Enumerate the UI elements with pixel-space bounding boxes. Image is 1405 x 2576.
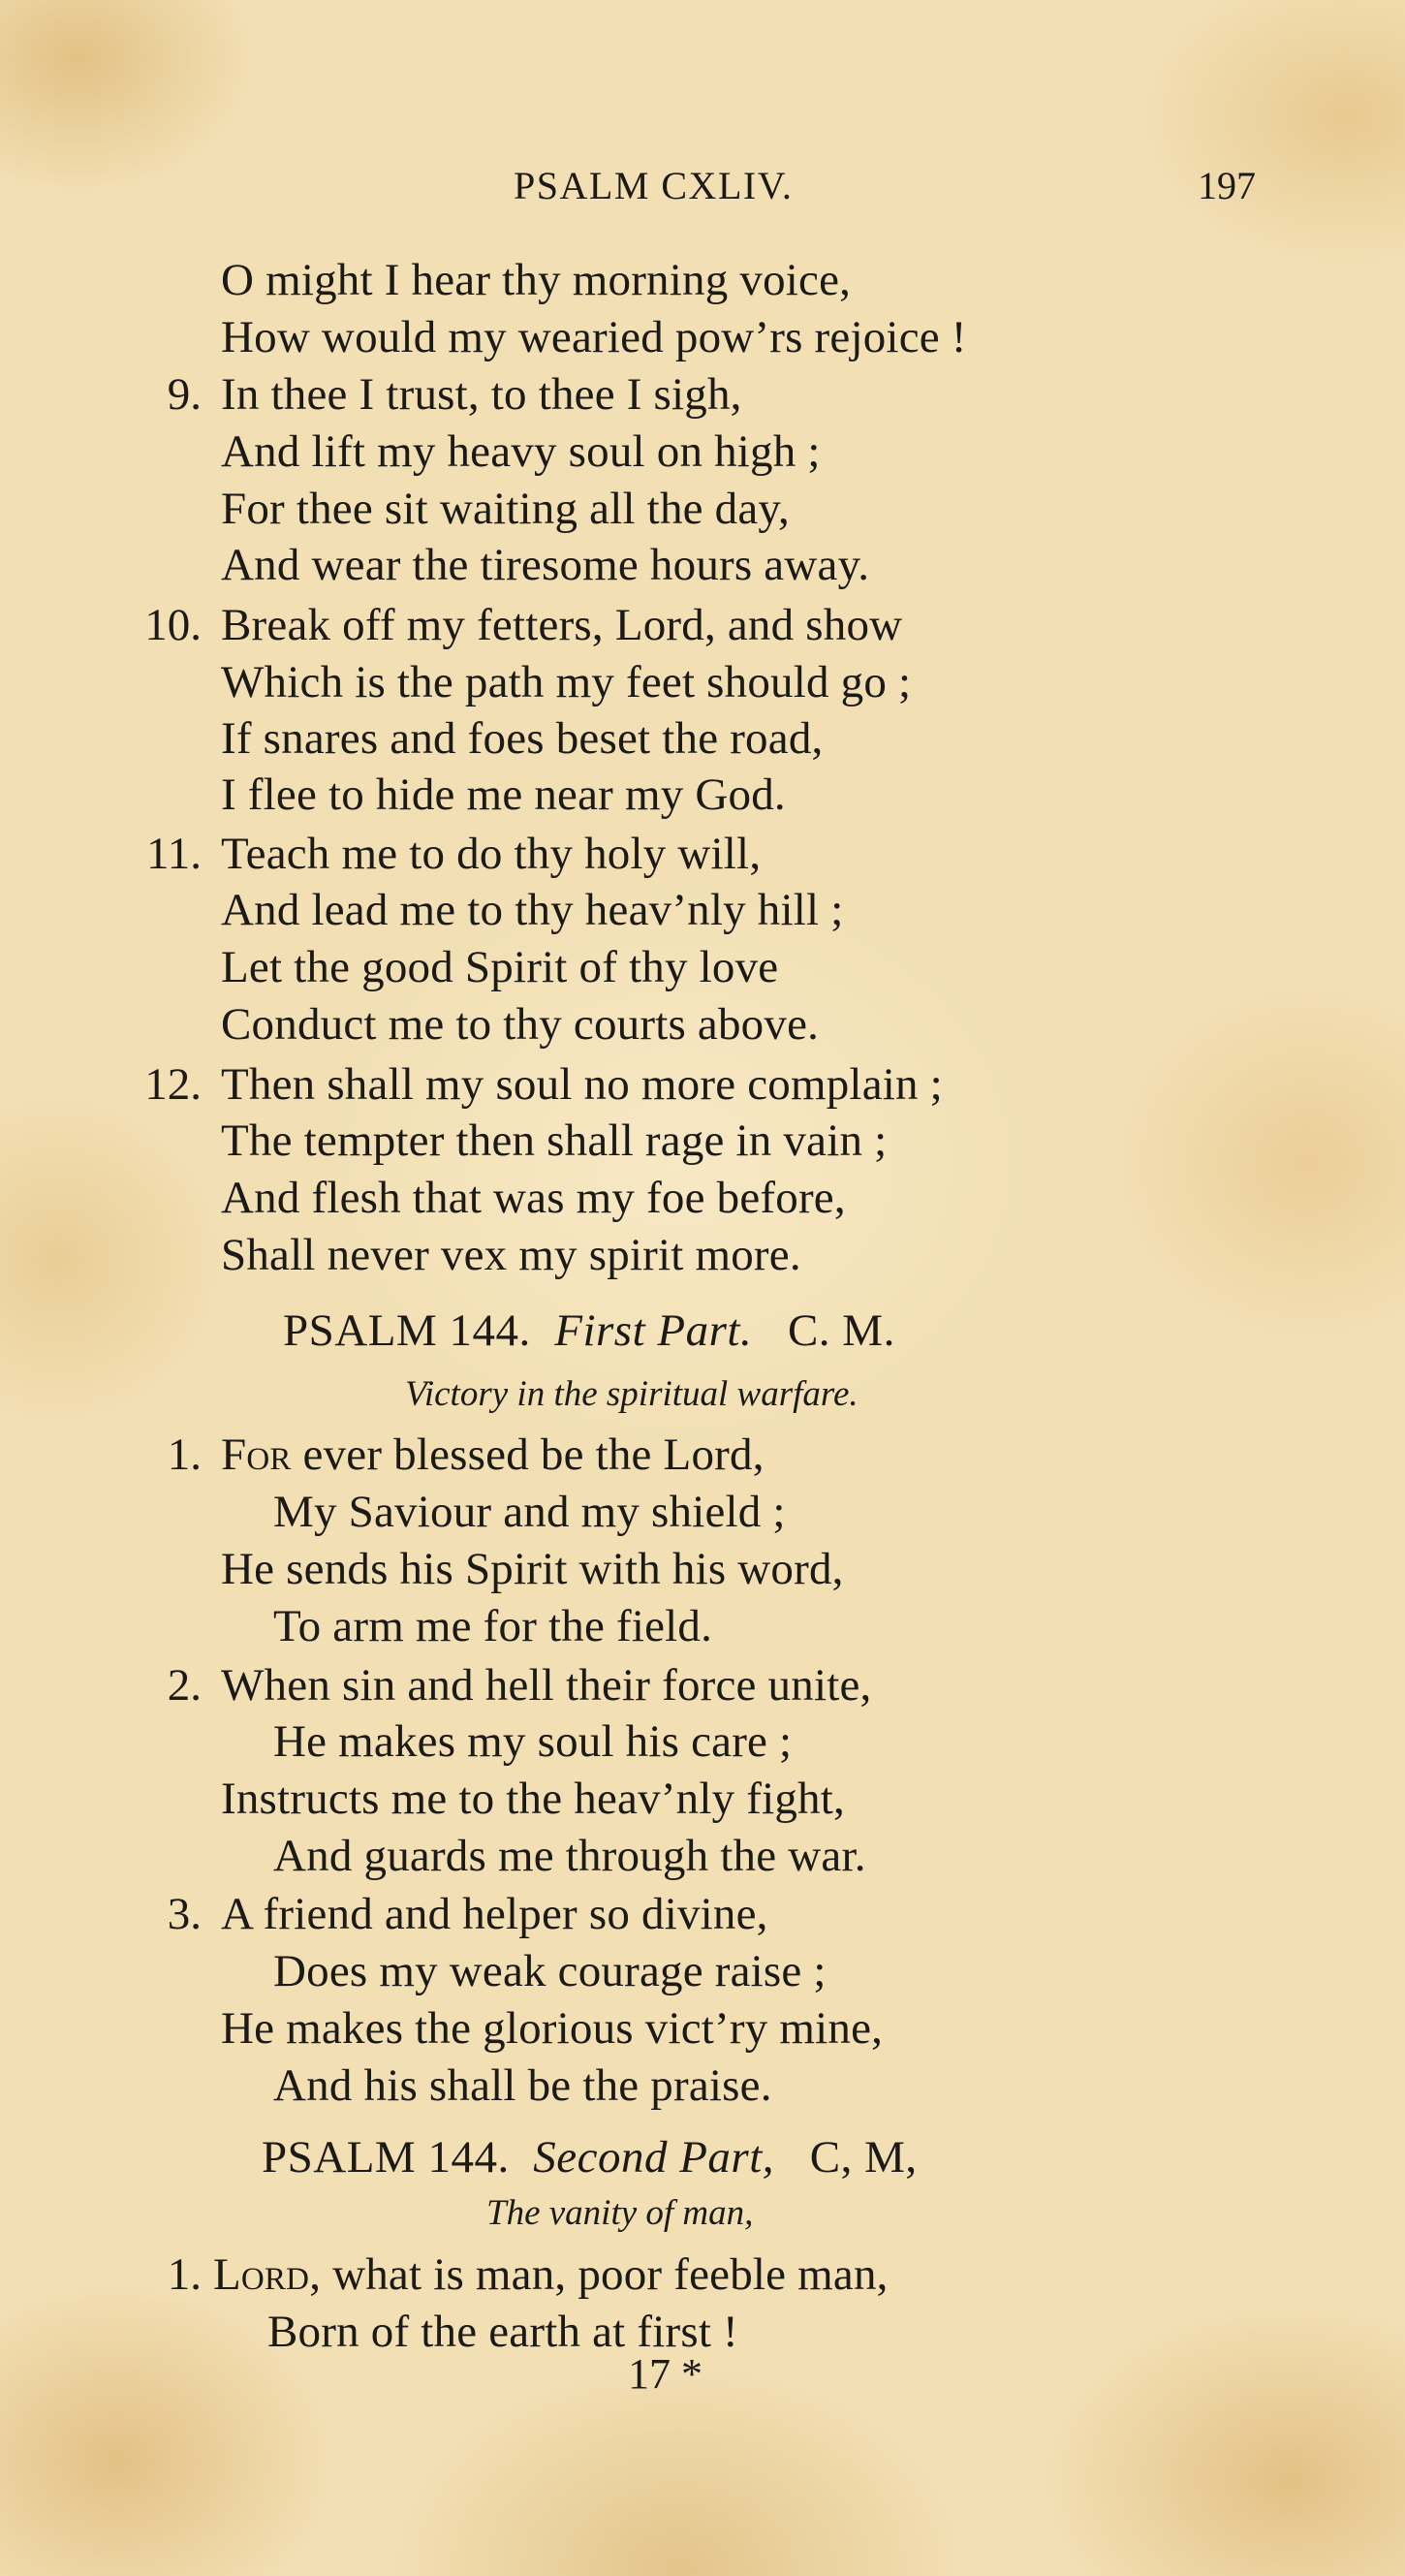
stanza-number: 1.	[167, 2249, 202, 2300]
initial-word: Lord	[213, 2249, 310, 2300]
verse-line: For thee sit waiting all the day,	[221, 484, 791, 534]
verse-line: And wear the tiresome hours away.	[221, 540, 870, 590]
verse-line: And flesh that was my foe before,	[221, 1173, 846, 1223]
verse-line: He makes my soul his care ;	[273, 1716, 793, 1767]
verse-line: And lift my heavy soul on high ;	[221, 426, 821, 477]
verse-line: Teach me to do thy holy will,	[221, 829, 762, 879]
heading-meter: C, M,	[809, 2132, 918, 2183]
verse-line: When sin and hell their force unite,	[221, 1660, 872, 1711]
verse-line: In thee I trust, to thee I sigh,	[221, 369, 742, 420]
verse-line: Does my weak courage raise ;	[273, 1946, 827, 1996]
verse-line: Born of the earth at first !	[267, 2307, 738, 2357]
stanza-number: 12.	[144, 1059, 202, 1110]
page-number: 197	[1198, 164, 1256, 207]
stanza-number: 9.	[167, 369, 202, 420]
stanza-number: 1.	[167, 1429, 202, 1480]
heading-meter: C. M.	[787, 1305, 895, 1356]
heading-psalm-number: PSALM 144.	[262, 2132, 510, 2183]
verse-line: A friend and helper so divine,	[221, 1889, 768, 1939]
verse-line: O might I hear thy morning voice,	[221, 255, 852, 305]
verse-line: Instructs me to the heav’nly fight,	[221, 1774, 845, 1824]
verse-line: To arm me for the field.	[273, 1601, 713, 1651]
stanza-number: 2.	[167, 1660, 202, 1711]
verse-line: Let the good Spirit of thy love	[221, 942, 779, 992]
heading-part: Second Part,	[533, 2132, 775, 2183]
verse-line: He sends his Spirit with his word,	[221, 1544, 844, 1594]
initial-word: For	[221, 1429, 292, 1480]
stanza-number: 3.	[167, 1889, 202, 1939]
verse-line: And guards me through the war.	[273, 1831, 866, 1881]
verse-line: Then shall my soul no more complain ;	[221, 1059, 943, 1110]
verse-line: How would my wearied pow’rs rejoice !	[221, 312, 967, 362]
verse-line: Break off my fetters, Lord, and show	[221, 600, 903, 650]
verse-line: And lead me to thy heav’nly hill ;	[221, 885, 844, 935]
verse-line: Lord, what is man, poor feeble man,	[213, 2249, 889, 2300]
psalm-subtitle: The vanity of man,	[486, 2193, 754, 2233]
running-head-title: PSALM CXLIV.	[514, 164, 794, 207]
signature-mark: 17 *	[628, 2350, 702, 2398]
verse-line: Shall never vex my spirit more.	[221, 1230, 801, 1280]
heading-psalm-number: PSALM 144.	[283, 1305, 531, 1356]
psalm-heading	[262, 2132, 918, 2183]
verse-line: The tempter then shall rage in vain ;	[221, 1115, 888, 1166]
verse-line: For ever blessed be the Lord,	[221, 1429, 765, 1480]
verse-line: And his shall be the praise.	[273, 2060, 772, 2111]
stanza-number: 10.	[144, 600, 202, 650]
heading-part: First Part.	[554, 1305, 753, 1356]
stanza-number: 11.	[145, 829, 202, 879]
psalm-subtitle: Victory in the spiritual warfare.	[405, 1374, 859, 1414]
verse-line: Conduct me to thy courts above.	[221, 999, 820, 1050]
verse-line: I flee to hide me near my God.	[221, 770, 786, 820]
verse-line: Which is the path my feet should go ;	[221, 657, 912, 707]
verse-line: If snares and foes beset the road,	[221, 713, 824, 764]
verse-line: My Saviour and my shield ;	[273, 1487, 786, 1537]
verse-line: He makes the glorious vict’ry mine,	[221, 2003, 884, 2054]
psalm-heading	[283, 1305, 895, 1356]
